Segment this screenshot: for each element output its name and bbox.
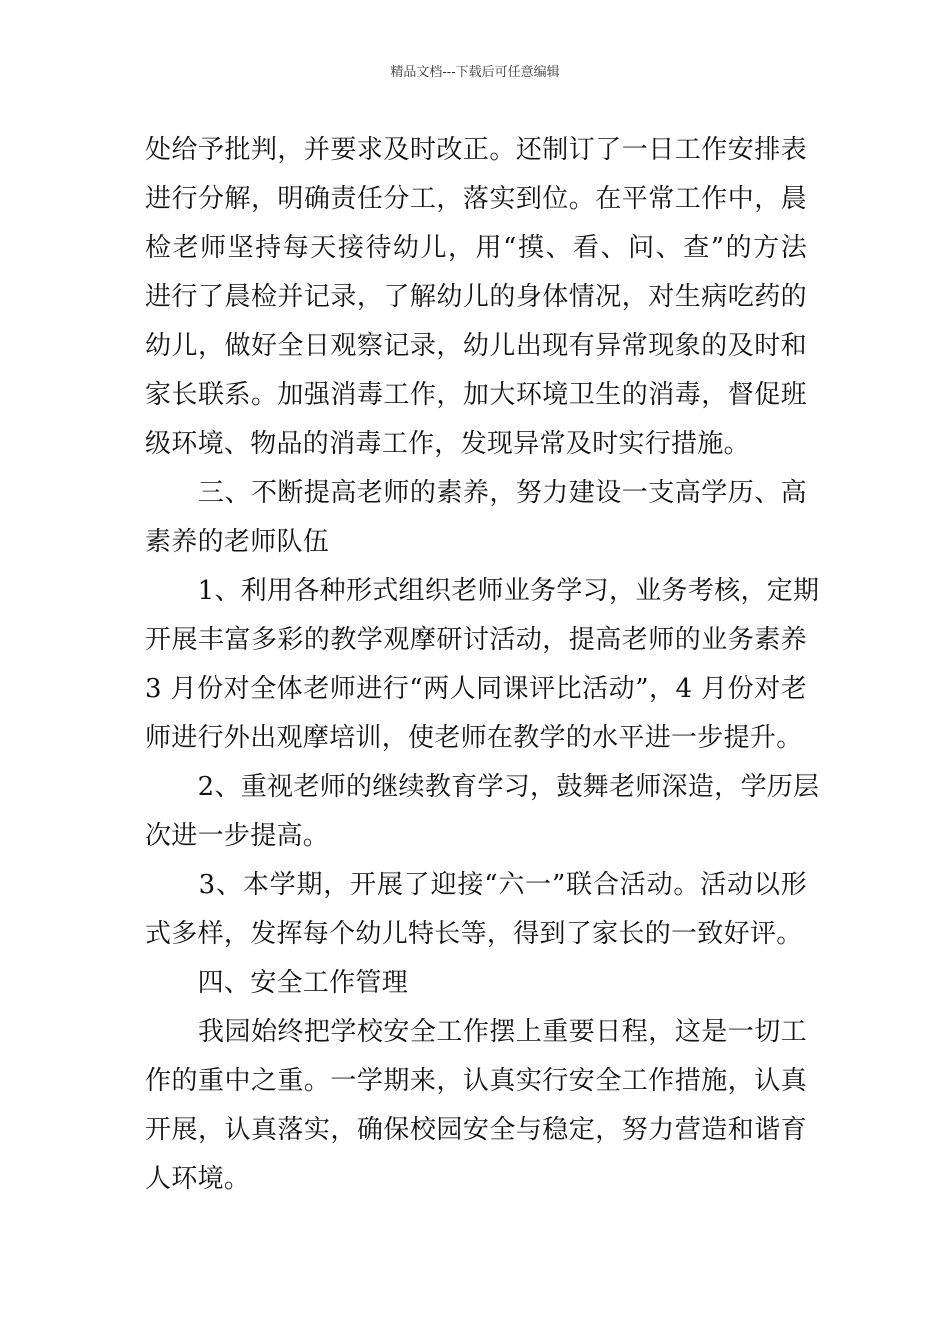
text-line: 级环境、物品的消毒工作，发现异常及时实行措施。: [145, 429, 750, 459]
text-line: 3、本学期，开展了迎接“六一”联合活动。活动以形: [145, 870, 807, 900]
text-line: 三、不断提高老师的素养，努力建设一支高学历、高: [145, 478, 807, 508]
text-line: 检老师坚持每天接待幼儿，用“摸、看、问、查”的方法: [145, 233, 807, 263]
text-line: 幼儿，做好全日观察记录，幼儿出现有异常现象的及时和: [145, 331, 807, 361]
text-line: 四、安全工作管理: [145, 968, 409, 998]
text-line: 家长联系。加强消毒工作，加大环境卫生的消毒，督促班: [145, 380, 807, 410]
text-line: 3 月份对全体老师进行“两人同课评比活动”，4 月份对老: [145, 674, 807, 704]
text-line: 式多样，发挥每个幼儿特长等，得到了家长的一致好评。: [145, 919, 803, 949]
list-item-2: [145, 763, 820, 861]
section-heading-four: [145, 959, 807, 1008]
list-item-3: [145, 861, 807, 959]
text-line: 进行分解，明确责任分工，落实到位。在平常工作中，晨: [145, 184, 807, 214]
text-line: 师进行外出观摩培训，使老师在教学的水平进一步提升。: [145, 723, 803, 753]
text-line: 开展，认真落实，确保校园安全与稳定，努力营造和谐育: [145, 1115, 807, 1145]
text-line: 2、重视老师的继续教育学习，鼓舞老师深造，学历层: [145, 772, 820, 802]
text-line: 1、利用各种形式组织老师业务学习，业务考核，定期: [145, 576, 820, 606]
text-line: 次进一步提高。: [145, 821, 330, 851]
section-heading-three: [145, 469, 807, 567]
text-line: 进行了晨检并记录，了解幼儿的身体情况，对生病吃药的: [145, 282, 807, 312]
text-line: 处给予批判，并要求及时改正。还制订了一日工作安排表: [145, 135, 807, 165]
text-line: 开展丰富多彩的教学观摩研讨活动，提高老师的业务素养: [145, 625, 807, 655]
list-item-1: [145, 567, 820, 763]
document-body: [145, 126, 820, 1204]
paragraph: [145, 126, 807, 469]
page-header: 精品文档---下载后可任意编辑: [390, 65, 560, 80]
paragraph: [145, 1008, 807, 1204]
text-line: 人环境。: [145, 1164, 251, 1194]
text-line: 作的重中之重。一学期来，认真实行安全工作措施，认真: [145, 1066, 807, 1096]
text-line: 我园始终把学校安全工作摆上重要日程，这是一切工: [145, 1017, 807, 1047]
text-line: 素养的老师队伍: [145, 527, 330, 557]
